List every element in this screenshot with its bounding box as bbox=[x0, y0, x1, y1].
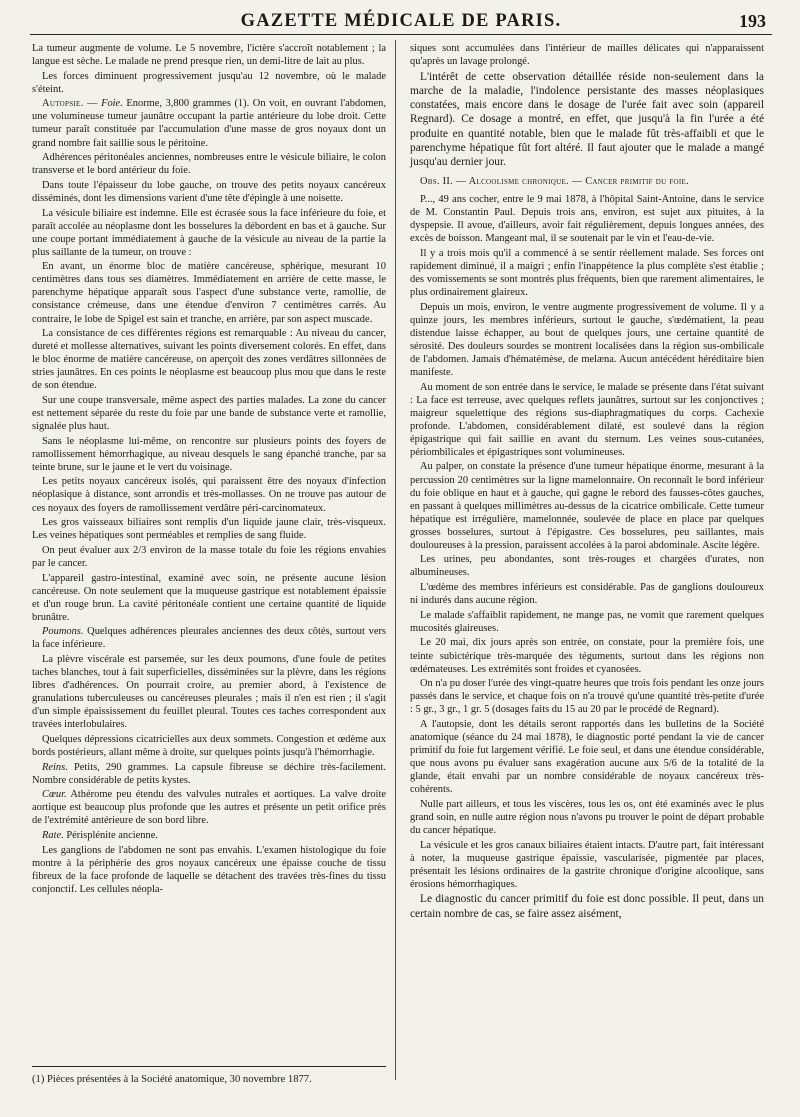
paragraph-text: Petits, 290 grammes. La capsule fibreuse se déchire très-facilement. Nombre considérable de petits kystes. bbox=[32, 761, 386, 786]
paragraph: Sur une coupe transversale, même aspect des parties malades. La zone du cancer est nettement séparée du reste du foie par une bande de substance verte et ramollie, signalée plus haut. bbox=[32, 394, 386, 433]
organ-label-foie: Foie. bbox=[101, 98, 123, 110]
left-column bbox=[32, 42, 386, 897]
paragraph: Quelques dépressions cicatricielles aux deux sommets. Congestion et œdème aux bords postérieurs, allant même à droite, sur quelques points jusqu'à l'hémorrhagie. bbox=[32, 733, 386, 758]
paragraph: On n'a pu doser l'urée des vingt-quatre heures que trois fois pendant les onze jours passés dans le service, et chaque fois on n'a trouvé qu'une quantité très-petite d'urée : 5 gr., 3 gr., 1 gr. 5 (dosages faits du 15 au 20 par le procédé de Regnard). bbox=[410, 678, 764, 716]
right-column bbox=[410, 42, 764, 922]
paragraph: P..., 49 ans cocher, entre le 9 mai 1878, à l'hôpital Saint-Antoine, dans le service de M. Constantin Paul. Depuis trois ans, environ, est sujet aux pituites, à la dyspepsie. Il avoue, d'ailleurs, avoir fait régulièrement, depuis longues années, des excès de boisson. Mangeant mal, il se soutenait par le vin et l'eau-de-vie. bbox=[410, 194, 764, 245]
paragraph bbox=[32, 625, 386, 651]
paragraph: Nulle part ailleurs, et tous les viscères, tous les os, ont été examinés avec le plus grand soin, en nulle autre région nous n'avons pu trouver le point de départ probable du cancer hépatique. bbox=[410, 798, 764, 836]
paragraph: Les petits noyaux cancéreux isolés, qui paraissent être des noyaux d'infection néoplasique à distance, sont arrondis et très-mollasses. On ne trouve pas autour de ces noyaux des foyers de ramollissement verdâtre péri-carcinomateux. bbox=[32, 476, 386, 514]
page-header bbox=[30, 4, 772, 35]
paragraph bbox=[32, 788, 386, 827]
page-number: 193 bbox=[739, 11, 766, 31]
section-label-autopsie: Autopsie. bbox=[42, 98, 84, 110]
paragraph: Les gros vaisseaux biliaires sont remplis d'un liquide jaune clair, très-visqueux. Les veines hépatiques sont perméables et remplies de sang fluide. bbox=[32, 517, 386, 542]
paragraph bbox=[32, 829, 386, 842]
paragraph: La vésicule et les gros canaux biliaires étaient intacts. D'autre part, fait intéressant à noter, la muqueuse gastrique épaissie, vascularisée, pigmentée par places, présentait les lésions ordinaires de la gastrite chronique d'origine alcoolique, sans érosions hémorrhagiques. bbox=[410, 839, 764, 890]
paragraph-text: Périsplénite ancienne. bbox=[63, 830, 158, 841]
organ-label-poumons: Poumons. bbox=[42, 626, 84, 638]
paragraph: Les forces diminuent progressivement jusqu'au 12 novembre, où le malade s'éteint. bbox=[32, 70, 386, 95]
paragraph: Depuis un mois, environ, le ventre augmente progressivement de volume. Il y a quinze jours, les membres inférieurs, surtout le gauche, s'œdématient, la peau distendue laisse échapper, au bout de quelques jours, une certaine quantité de sérosité. Des douleurs sourdes se montrent localisées dans la région sus-ombilicale de l'abdomen. Jamais d'hématémèse, de melæna. Aucun antécédent héréditaire bien manifeste. bbox=[410, 301, 764, 378]
paragraph: Dans toute l'épaisseur du lobe gauche, on trouve des petits noyaux cancéreux disséminés, dont les dimensions varient d'une tête d'épingle à une noisette. bbox=[32, 179, 386, 204]
paragraph: Le diagnostic du cancer primitif du foie est donc possible. Il peut, dans un certain nombre de cas, se faire assez aisément, bbox=[410, 893, 764, 920]
paragraph: A l'autopsie, dont les détails seront rapportés dans les bulletins de la Société anatomique (séance du 24 mai 1878), le diagnostic porté pendant la vie de cancer primitif du foie fut largement vérifié. Le foie seul, et dans une étendue considérable, que nous avons pu évaluer sans exagération aucune aux 5/6 de la totalité de la glande, était envahi par un nombre considérable de noyaux cancéreux très-cohérents. bbox=[410, 718, 764, 796]
paragraph-text: Athérome peu étendu des valvules nutrales et aortiques. La valve droite aortique est beaucoup plus profonde que les autres et présente un petit orifice près de l'extrémité antérieure de son bord libre. bbox=[32, 789, 386, 827]
paragraph: Les ganglions de l'abdomen ne sont pas envahis. L'examen histologique du foie montre à la périphérie des gros noyaux cancéreux une épaisse couche de tissu fibreux de la face profonde de laquelle se détachent des travées très-fines du tissu conjonctif. Les cellules néopla- bbox=[32, 844, 386, 895]
paragraph: Il y a trois mois qu'il a commencé à se sentir réellement malade. Ses forces ont rapidement diminué, il a maigri ; enfin l'inappétence la plus complète s'est établie ; des vomissements se sont montrés plus fréquents, bien que rarement alimentaires, le plus ordinairement glaireux. bbox=[410, 247, 764, 299]
paragraph: Les urines, peu abondantes, sont très-rouges et chargées d'urates, non albumineuses. bbox=[410, 554, 764, 579]
paragraph: L'œdème des membres inférieurs est considérable. Pas de ganglions douloureux ni indurés dans aucune région. bbox=[410, 582, 764, 607]
paragraph: Sans le néoplasme lui-même, on rencontre sur plusieurs points des foyers de ramollissement hémorrhagique, au niveau desquels le sang épanché tranche, par sa teinte brune, sur le jaune et le vert du voisinage. bbox=[32, 435, 386, 473]
paragraph: L'intérêt de cette observation détaillée réside non-seulement dans la marche de la maladie, l'indolence persistante des masses néoplasiques constatées, mais encore dans le dosage de l'urée fait avec soin (appareil Regnard). Ce dosage a montré, en effet, que jusqu'à la fin l'urée a été produite en quantité notable, bien que le malade fût très-affaibli et que le parenchyme hépatique fût fort altéré. Il faut ajouter que le malade a mangé jusqu'au dernier jour. bbox=[410, 70, 764, 168]
paragraph: On peut évaluer aux 2/3 environ de la masse totale du foie les régions envahies par le cancer. bbox=[32, 544, 386, 569]
paragraph-text: Quelques adhérences pleurales anciennes des deux côtés, surtout vers la face inférieure. bbox=[32, 626, 386, 651]
paragraph: La vésicule biliaire est indemne. Elle est écrasée sous la face inférieure du foie, et paraît accolée au néoplasme dont les bosselures la débordent en bas et à gauche. Sur une coupe portant immédiatement à gauche de la vésicule au niveau de la partie la plus saillante de la tumeur, on trouve : bbox=[32, 207, 386, 258]
paragraph: Le malade s'affaiblit rapidement, ne mange pas, ne vomit que rarement quelques mucosités glaireuses. bbox=[410, 609, 764, 634]
paragraph: siques sont accumulées dans l'intérieur de mailles délicates qui n'apparaissent qu'après un lavage prolongé. bbox=[410, 43, 764, 68]
paragraph: Adhérences péritonéales anciennes, nombreuses entre le vésicule biliaire, le colon transverse et le bord antérieur du foie. bbox=[32, 152, 386, 177]
paragraph bbox=[32, 761, 386, 787]
organ-label-coeur: Cœur. bbox=[42, 789, 67, 801]
paragraph: La tumeur augmente de volume. Le 5 novembre, l'ictère s'accroît notablement ; la langue est sèche. Le malade ne prend presque rien, un demi-litre de lait au plus. bbox=[32, 43, 386, 68]
paragraph: Au moment de son entrée dans le service, le malade se présente dans l'état suivant : La face est terreuse, avec quelques reflets jaunâtres, surtout sur les conjonctives ; maigreur squelettique des régions sus-diaphragmatiques du corps. Cachexie profonde. L'abdomen, considérablement dilaté, est soulevé dans la région épigastrique qui fait saillie en avant du sternum. Les veines sous-cutanées, périombilicales et épigastriques sont volumineuses. bbox=[410, 381, 764, 458]
paragraph: Le 20 mai, dix jours après son entrée, on constate, pour la première fois, une teinte subictérique très-marquée des téguments, surtout dans les régions non œdémateuses. Les extrémités sont froides et cyanosées. bbox=[410, 637, 764, 675]
organ-label-reins: Reins. bbox=[42, 761, 68, 773]
journal-title: GAZETTE MÉDICALE DE PARIS. bbox=[240, 11, 562, 31]
paragraph: En avant, un énorme bloc de matière cancéreuse, sphérique, mesurant 10 centimètres dans tous ses diamètres. Immédiatement en arrière de cette masse, le parenchyme hépatique apparaît sous l'aspect d'une substance verte, ramollie, de consistance crémeuse, dans une étendue d'environ 7 centimètres carrés. Au contraire, le lobe de Spigel est sain et tranche, en arrière, par son aspect muscade. bbox=[32, 261, 386, 325]
footnote: (1) Pièces présentées à la Société anatomique, 30 novembre 1877. bbox=[32, 1066, 386, 1086]
paragraph: L'appareil gastro-intestinal, examiné avec soin, ne présente aucune lésion cancéreuse. On note seulement que la muqueuse gastrique est notablement épaissie et d'un rouge brun. La cavité péritonéale contient une certaine quantité de liquide brunâtre. bbox=[32, 572, 386, 623]
paragraph: La consistance de ces différentes régions est remarquable : Au niveau du cancer, dureté et mollesse alternatives, suivant les points diversement colorés. En effet, dans le bloc énorme de matière cancéreuse, on aperçoit des zones verdâtres sillonnées de stries jaunâtres. En ces points le néoplasme est beaucoup plus mou que dans le reste de son étendue. bbox=[32, 328, 386, 392]
paragraph: Au palper, on constate la présence d'une tumeur hépatique énorme, mesurant à la percussion 20 centimètres sur la ligne mamelonnaire. On reconnaît le bord inférieur du foie oblique en haut et à gauche, qui gagne le rebord des fausses-côtes gauches, en passant à quelques millimètres au-dessus de la cicatrice ombilicale. Cette tumeur hépatique est irrégulière, mamelonnée, soulevée de place en place par quelques grosses bosselures, surtout à l'épigastre. Ces bosselures, peu saillantes, mais douloureuses à la pression, paraissent accolées à la paroi abdominale. Ascite légère. bbox=[410, 461, 764, 551]
column-divider bbox=[395, 40, 396, 1080]
paragraph: Autopsie. — Foie. Enorme, 3,800 grammes (1). On voit, en ouvrant l'abdomen, une volumineuse tumeur jaunâtre occupant la partie antérieure du lobe droit. Cette tumeur paraît constituée par l'accumulation d'une masse de gros noyaux dont un grand nombre fait saillie sous le péritoine. bbox=[32, 98, 386, 149]
organ-label-rate: Rate. bbox=[42, 830, 64, 841]
paragraph-text: Enorme, 3,800 grammes (1). On voit, en ouvrant l'abdomen, une volumineuse tumeur jaunâtre occupant la partie antérieure du lobe droit. Cette tumeur paraît constituée par l'accumulation d'une masse de gros noyaux dont un grand nombre fait saillie sous le péritoine. bbox=[32, 98, 386, 149]
observation-heading: Obs. II. — Alcoolisme chronique. — Cancer primitif du foie. bbox=[420, 176, 689, 188]
paragraph: La plèvre viscérale est parsemée, sur les deux poumons, d'une foule de petites taches blanches, tout à fait superficielles, disséminées sur la plèvre, dans les régions libres d'adhérences. On pourrait croire, au premier abord, à l'existence de granulations tuberculeuses ou cancéreuses pleurales ; mais il n'en est rien ; il s'agit d'un simple épaississement du feuillet pleural. Toutes ces taches correspondent aux travées interlobulaires. bbox=[32, 654, 386, 731]
